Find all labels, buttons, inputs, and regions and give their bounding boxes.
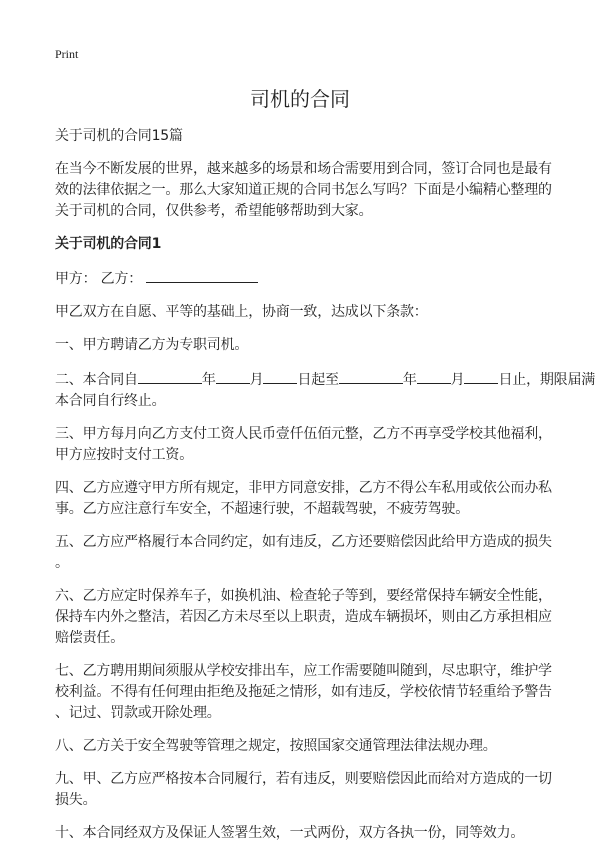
text-line: 三、甲方每月向乙方支付工资人民币壹仟伍佰元整，乙方不再享受学校其他福利， — [55, 426, 552, 442]
text-line: 保持车内外之整洁，若因乙方未尽至以上职责，造成车辆损坏，则由乙方承担相应 — [55, 609, 552, 625]
text-line: 效的法律依据之一。那么大家知道正规的合同书怎么写吗？下面是小编精心整理的 — [55, 182, 552, 198]
clause-text: 二、本合同自 — [55, 372, 138, 388]
clause-5 — [55, 532, 555, 574]
section-heading: 关于司机的合同1 — [55, 236, 162, 252]
text-line: 四、乙方应遵守甲方所有规定，非甲方同意安排，乙方不得公车私用或依公而办私 — [55, 480, 552, 496]
clause-text: 年 — [201, 372, 216, 388]
intro-paragraph — [55, 159, 555, 222]
clause-7 — [55, 661, 555, 724]
text-line: 在当今不断发展的世界，越来越多的场景和场合需要用到合同，签订合同也是最有 — [55, 161, 552, 177]
text-line: 甲方应按时支付工资。 — [55, 447, 193, 463]
text-line — [55, 368, 596, 391]
clause-text: 年 — [402, 372, 417, 388]
parties-line — [55, 267, 555, 290]
document-title: 司机的合同 — [250, 87, 350, 111]
subtitle: 关于司机的合同15篇 — [55, 128, 183, 144]
text-line: 五、乙方应严格履行本合同约定，如有违反，乙方还要赔偿因此给甲方造成的损失 — [55, 534, 552, 550]
year-blank — [339, 368, 403, 384]
day-blank — [464, 368, 498, 384]
agreement-line: 甲乙双方在自愿、平等的基础上，协商一致，达成以下条款： — [55, 304, 428, 320]
text-line: 损失。 — [55, 792, 97, 808]
print-link[interactable]: Print — [55, 47, 79, 61]
text-line: 关于司机的合同，仅供参考，希望能够帮助到大家。 — [55, 203, 373, 219]
clause-text: 月 — [450, 372, 465, 388]
clause-9 — [55, 769, 555, 811]
clause-text: 日止，期限届满 — [498, 372, 596, 388]
party-b-blank — [146, 267, 258, 283]
parties-label: 甲方： 乙方： — [55, 271, 143, 287]
clause-2 — [55, 368, 596, 412]
clause-10: 十、本合同经双方及保证人签署生效，一式两份，双方各执一份，同等效力。 — [55, 825, 525, 841]
month-blank — [216, 368, 250, 384]
clause-4 — [55, 478, 555, 520]
clause-6 — [55, 586, 555, 649]
text-line: 事。乙方应注意行车安全，不超速行驶，不超载驾驶，不疲劳驾驶。 — [55, 501, 469, 517]
text-line: 九、甲、乙方应严格按本合同履行，若有违反，则要赔偿因此而给对方造成的一切 — [55, 771, 552, 787]
clause-text: 日起至 — [297, 372, 339, 388]
text-line: 。 — [55, 555, 69, 571]
clause-3 — [55, 424, 555, 466]
day-blank — [263, 368, 297, 384]
text-line: 、记过、罚款或开除处理。 — [55, 705, 221, 721]
text-line: 本合同自行终止。 — [55, 393, 166, 409]
text-line: 赔偿责任。 — [55, 630, 124, 646]
clause-8: 八、乙方关于安全驾驶等管理之规定，按照国家交通管理法律法规办理。 — [55, 738, 497, 754]
text-line: 七、乙方聘用期间须服从学校安排出车，应工作需要随叫随到，尽忠职守，维护学 — [55, 663, 552, 679]
text-line: 六、乙方应定时保养车子，如换机油、检查轮子等到，要经常保持车辆安全性能， — [55, 588, 552, 604]
year-blank — [138, 368, 202, 384]
text-line: 校利益。不得有任何理由拒绝及拖延之情形，如有违反，学校依情节轻重给予警告 — [55, 684, 552, 700]
clause-1: 一、甲方聘请乙方为专职司机。 — [55, 337, 249, 353]
clause-text: 月 — [249, 372, 264, 388]
month-blank — [417, 368, 451, 384]
